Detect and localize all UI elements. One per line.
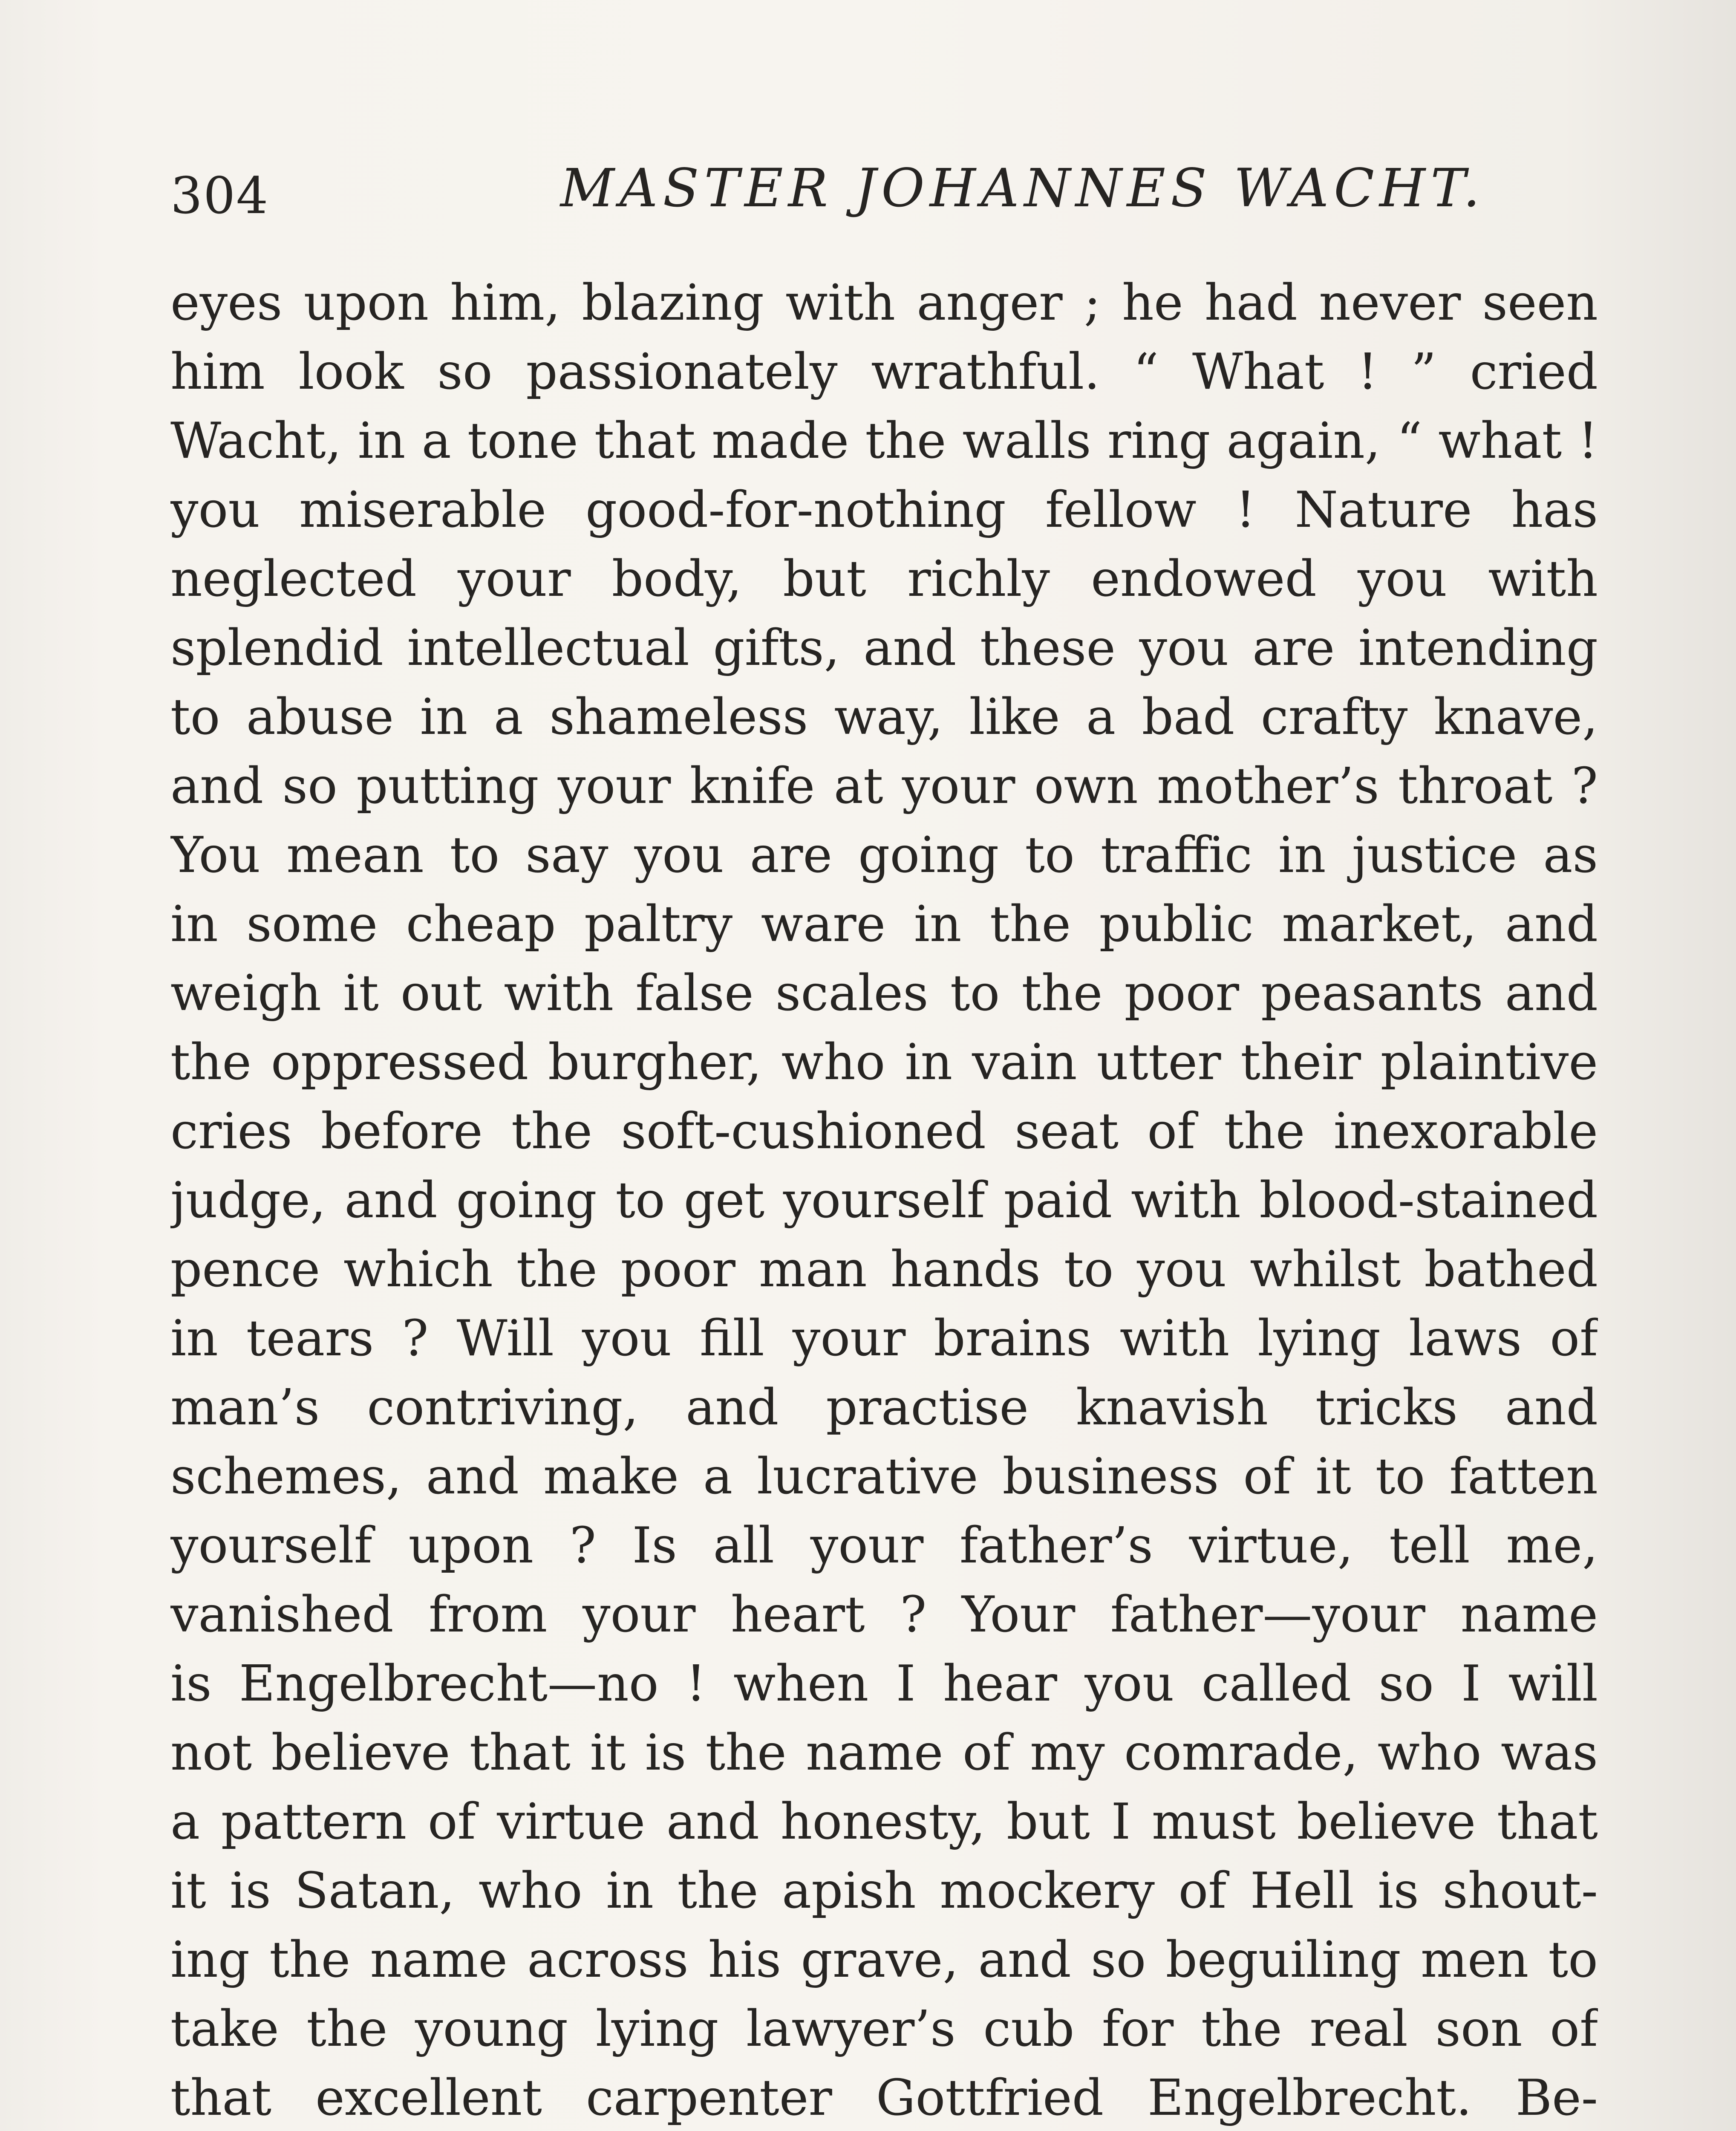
text-line: neglected your body, but richly endowed you with (170, 550, 1598, 608)
text-line: the oppressed burgher, who in vain utter their plaintive (170, 1034, 1598, 1091)
text-line: weigh it out with false scales to the poor peasants and (170, 964, 1598, 1022)
text-line: pence which the poor man hands to you whilst bathed (170, 1241, 1598, 1298)
text-line: take the young lying lawyer’s cub for the real son of (170, 2000, 1598, 2058)
text-line: judge, and going to get yourself paid with blood-stained (170, 1172, 1598, 1229)
text-line: in tears ? Will you fill your brains with lying laws of (170, 1310, 1598, 1367)
text-line: it is Satan, who in the apish mockery of Hell is shout- (170, 1862, 1598, 1920)
text-line: not believe that it is the name of my comrade, who was (170, 1724, 1598, 1782)
text-line: schemes, and make a lucrative business of it to fatten (170, 1448, 1598, 1505)
text-line: a pattern of virtue and honesty, but I must believe that (170, 1793, 1598, 1851)
text-line: and so putting your knife at your own mother’s throat ? (170, 757, 1598, 815)
body-text (170, 269, 1598, 2131)
page-number: 304 (170, 166, 269, 225)
text-line: man’s contriving, and practise knavish tricks and (170, 1379, 1598, 1436)
paragraph (170, 269, 1598, 2131)
text-line: to abuse in a shameless way, like a bad crafty knave, (170, 688, 1598, 746)
text-line: is Engelbrecht—no ! when I hear you called so I will (170, 1655, 1598, 1712)
text-line: Wacht, in a tone that made the walls ring again, “ what ! (170, 412, 1598, 470)
text-line: ing the name across his grave, and so beguiling men to (170, 1931, 1598, 1989)
text-line: that excellent carpenter Gottfried Engelbrecht. Be- (170, 2069, 1598, 2127)
running-head: MASTER JOHANNES WACHT. (560, 158, 1485, 219)
text-line: eyes upon him, blazing with anger ; he had never seen (170, 274, 1598, 332)
text-line: You mean to say you are going to traffic in justice as (170, 826, 1598, 884)
text-line: him look so passionately wrathful. “ What ! ” cried (170, 343, 1598, 401)
text-line: cries before the soft-cushioned seat of the inexorable (170, 1103, 1598, 1160)
text-line: splendid intellectual gifts, and these you are intending (170, 619, 1598, 677)
page-header (170, 149, 1598, 234)
text-line: in some cheap paltry ware in the public market, and (170, 895, 1598, 953)
text-line: yourself upon ? Is all your father’s virtue, tell me, (170, 1517, 1598, 1574)
text-line: you miserable good-for-nothing fellow ! Nature has (170, 481, 1598, 539)
text-line: vanished from your heart ? Your father—your name (170, 1586, 1598, 1643)
